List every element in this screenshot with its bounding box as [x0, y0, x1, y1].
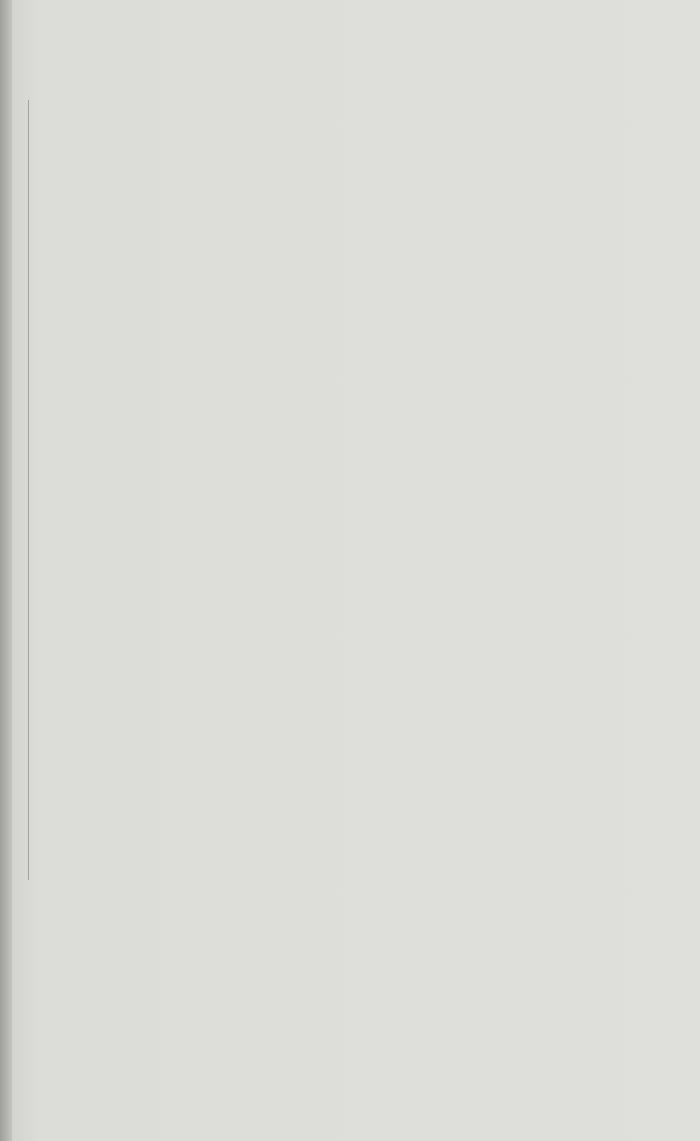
binding-gutter — [0, 0, 12, 1141]
margin-rule — [28, 100, 29, 880]
